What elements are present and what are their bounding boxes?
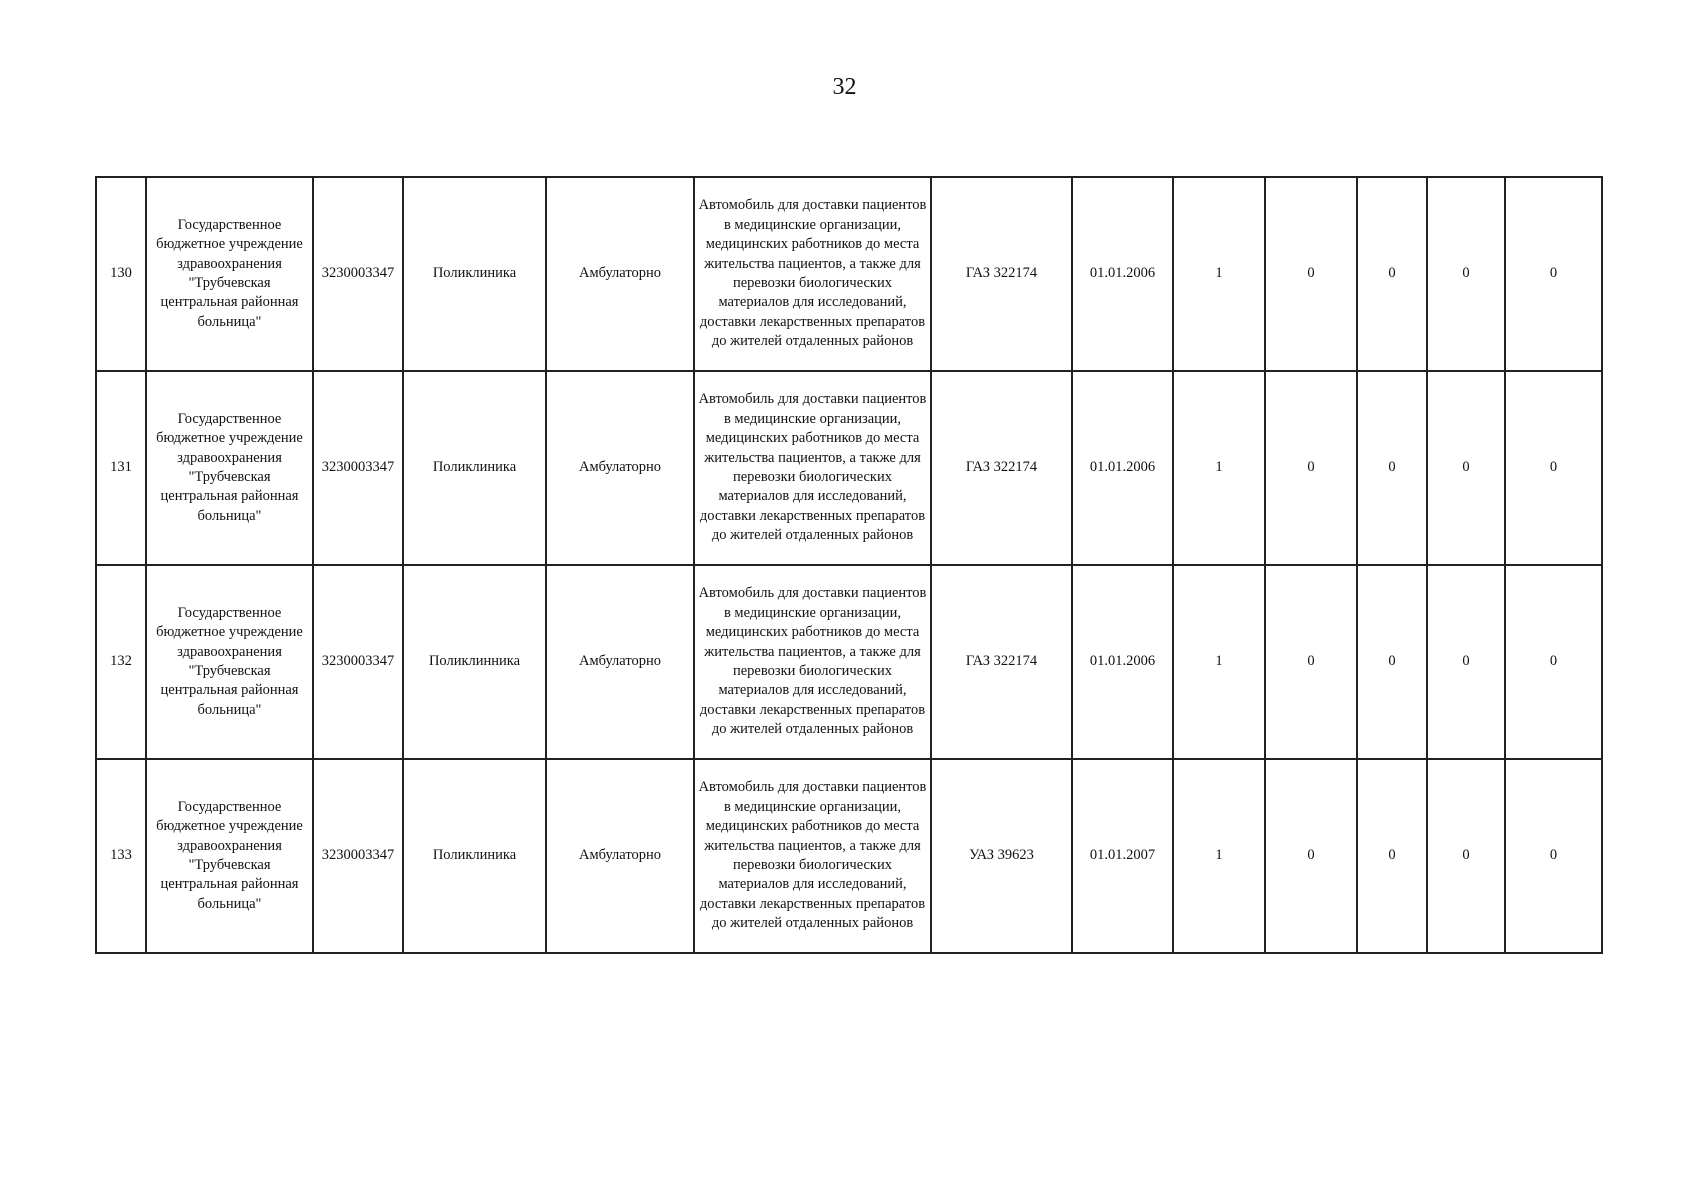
count-cell: 0 [1505,371,1602,565]
count-cell: 0 [1505,759,1602,953]
count-cell: 0 [1357,177,1427,371]
vehicle-model: ГАЗ 322174 [931,371,1072,565]
count-cell: 0 [1265,759,1357,953]
count-cell: 0 [1357,759,1427,953]
care-type: Амбулаторно [546,565,694,759]
count-cell: 1 [1173,371,1265,565]
table-row [96,759,1602,953]
page-number: 32 [832,74,857,100]
table-row [96,177,1602,371]
count-cell: 0 [1265,565,1357,759]
count-cell: 0 [1505,177,1602,371]
vehicle-model: ГАЗ 322174 [931,177,1072,371]
unit-name: Поликлинника [403,565,546,759]
count-cell: 1 [1173,759,1265,953]
vehicle-date: 01.01.2006 [1072,177,1173,371]
vehicle-model: УАЗ 39623 [931,759,1072,953]
count-cell: 0 [1427,371,1505,565]
inn: 3230003347 [313,759,403,953]
count-cell: 0 [1357,565,1427,759]
inn: 3230003347 [313,371,403,565]
inn: 3230003347 [313,177,403,371]
row-number: 130 [96,177,146,371]
care-type: Амбулаторно [546,371,694,565]
unit-name: Поликлиника [403,759,546,953]
count-cell: 0 [1427,177,1505,371]
vehicle-purpose: Автомобиль для доставки пациентов в медицинские организации, медицинских работников до места жительства пациентов, а также для перевозки биологических материалов для исследований, доставки лекарственных препаратов до жителей отдаленных районов [694,371,931,565]
count-cell: 0 [1357,371,1427,565]
count-cell: 0 [1505,565,1602,759]
count-cell: 1 [1173,177,1265,371]
vehicle-registry-table [95,176,1603,954]
unit-name: Поликлиника [403,371,546,565]
table-row [96,565,1602,759]
count-cell: 0 [1265,177,1357,371]
vehicle-purpose: Автомобиль для доставки пациентов в медицинские организации, медицинских работников до места жительства пациентов, а также для перевозки биологических материалов для исследований, доставки лекарственных препаратов до жителей отдаленных районов [694,565,931,759]
unit-name: Поликлиника [403,177,546,371]
count-cell: 0 [1427,759,1505,953]
row-number: 131 [96,371,146,565]
count-cell: 0 [1427,565,1505,759]
institution-name: Государственное бюджетное учреждение здравоохранения "Трубчевская центральная районная больница" [146,371,313,565]
vehicle-purpose: Автомобиль для доставки пациентов в медицинские организации, медицинских работников до места жительства пациентов, а также для перевозки биологических материалов для исследований, доставки лекарственных препаратов до жителей отдаленных районов [694,759,931,953]
vehicle-model: ГАЗ 322174 [931,565,1072,759]
vehicle-date: 01.01.2007 [1072,759,1173,953]
row-number: 133 [96,759,146,953]
institution-name: Государственное бюджетное учреждение здравоохранения "Трубчевская центральная районная больница" [146,759,313,953]
care-type: Амбулаторно [546,759,694,953]
care-type: Амбулаторно [546,177,694,371]
vehicle-purpose: Автомобиль для доставки пациентов в медицинские организации, медицинских работников до места жительства пациентов, а также для перевозки биологических материалов для исследований, доставки лекарственных препаратов до жителей отдаленных районов [694,177,931,371]
institution-name: Государственное бюджетное учреждение здравоохранения "Трубчевская центральная районная больница" [146,565,313,759]
vehicle-date: 01.01.2006 [1072,371,1173,565]
institution-name: Государственное бюджетное учреждение здравоохранения "Трубчевская центральная районная больница" [146,177,313,371]
count-cell: 0 [1265,371,1357,565]
row-number: 132 [96,565,146,759]
count-cell: 1 [1173,565,1265,759]
table-row [96,371,1602,565]
inn: 3230003347 [313,565,403,759]
vehicle-date: 01.01.2006 [1072,565,1173,759]
